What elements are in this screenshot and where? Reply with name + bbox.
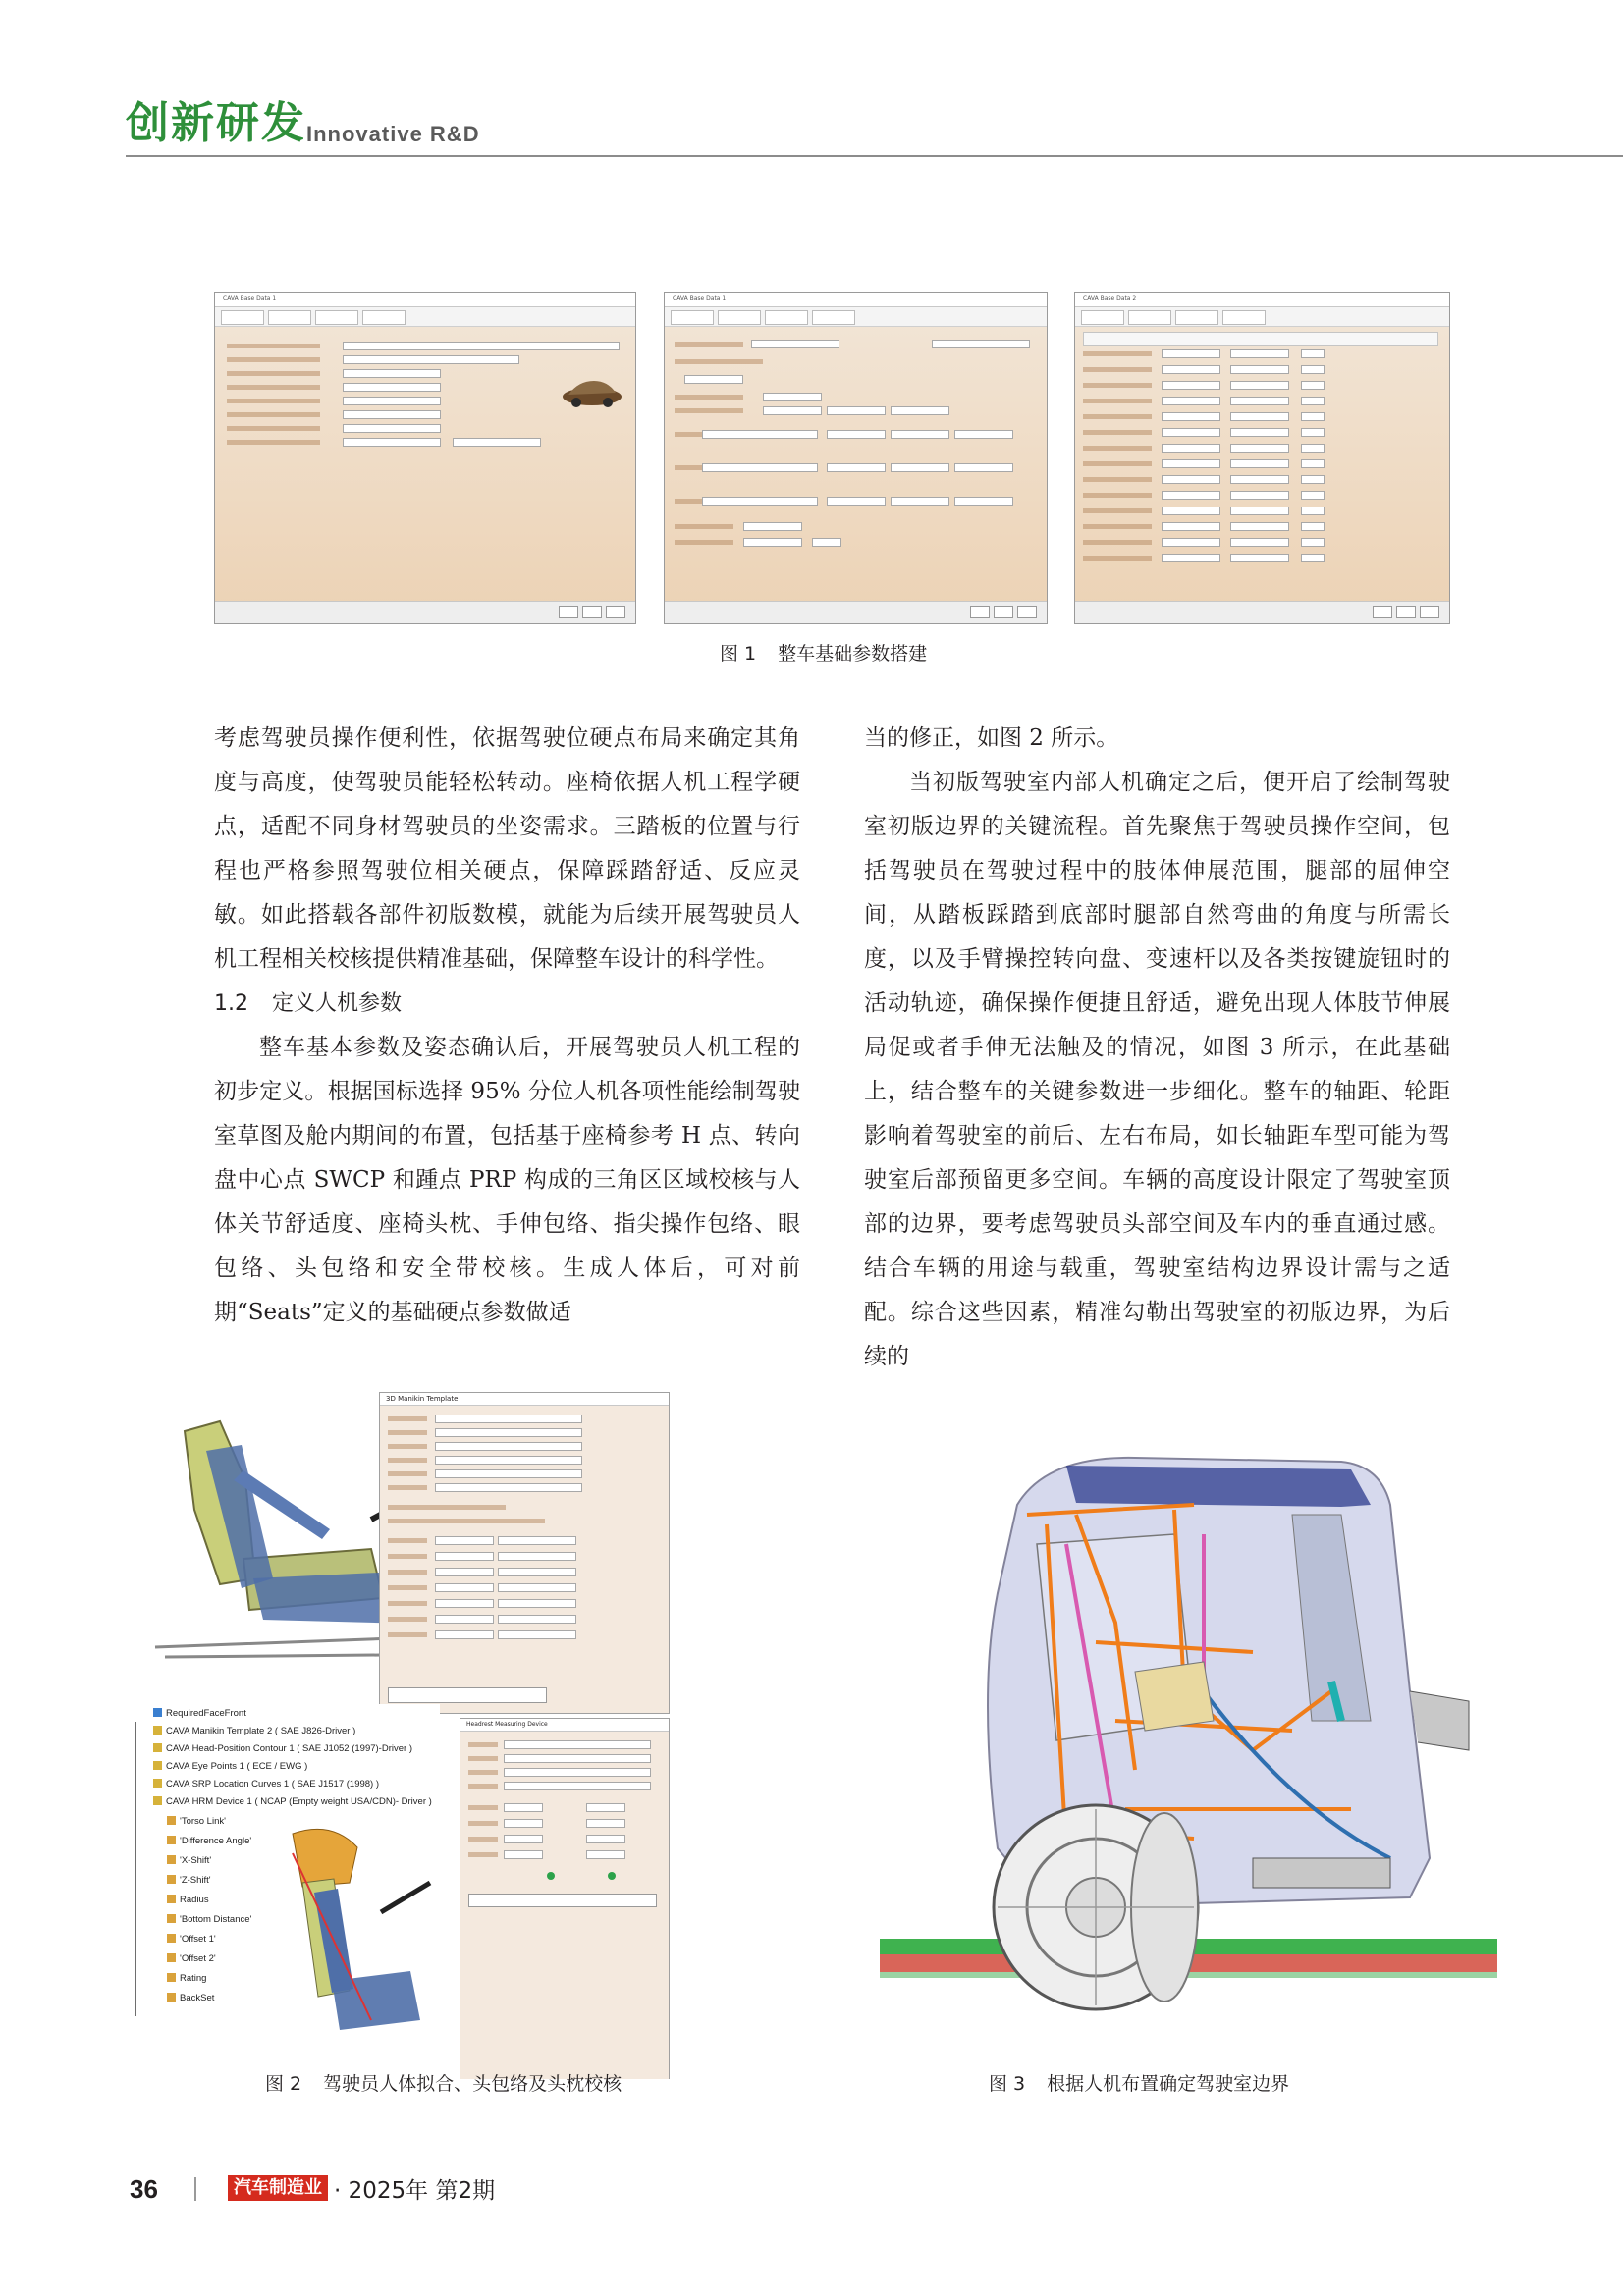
form-row (388, 1536, 659, 1545)
apply-button (994, 606, 1013, 618)
form-row (388, 1428, 659, 1437)
form-row (468, 1740, 661, 1749)
tab-seats (1175, 310, 1218, 325)
tree-item-label: BackSet (180, 1993, 215, 2003)
table-header (1083, 332, 1438, 346)
table-row (1083, 459, 1436, 468)
form-row (468, 1782, 661, 1790)
tab-general-data (1081, 310, 1124, 325)
tree-item (153, 1761, 307, 1772)
form-row (468, 1754, 661, 1763)
dialog-title: 3D Manikin Template (380, 1393, 669, 1406)
tab-bar (665, 307, 1047, 327)
section-title-cn: 创新研发 (126, 98, 306, 148)
tab-seats (315, 310, 358, 325)
form-row (227, 438, 620, 447)
figure1-caption (720, 639, 927, 666)
tree-item-label: 'Offset 2' (180, 1953, 216, 1964)
tree-item-label: 'Z-Shift' (180, 1875, 211, 1886)
right-column (864, 717, 1450, 1379)
form-row (675, 340, 1038, 348)
section-title: 定义人机参数 (272, 991, 403, 1016)
parameter-icon (167, 1993, 176, 2002)
status-ok-icon (547, 1872, 555, 1880)
figure1-screenshot-3 (1074, 292, 1450, 624)
tree-item (167, 1875, 211, 1886)
tree-item (153, 1726, 355, 1736)
figure2-image (126, 1392, 803, 2079)
form-row (388, 1568, 659, 1576)
section-title-en: Innovative R&D (306, 122, 480, 146)
tree-item-label: 'Bottom Distance' (180, 1914, 252, 1925)
parameter-icon (167, 1836, 176, 1844)
window-title: CAVA Base Data 1 (665, 293, 1047, 307)
status-ok-icon (608, 1872, 616, 1880)
form-row (468, 1819, 661, 1828)
form-row (675, 538, 1038, 547)
figure1-caption-number: 图 1 (720, 643, 757, 665)
form-row (388, 1503, 659, 1512)
header-divider (126, 155, 1623, 157)
figure1-screenshot-2 (664, 292, 1048, 624)
tree-item-label: Radius (180, 1895, 209, 1905)
form-row (675, 430, 1038, 439)
srp-curves-icon (153, 1779, 162, 1788)
table-row (1083, 428, 1436, 437)
tree-item (153, 1779, 379, 1789)
form-row (388, 1415, 659, 1423)
tab-loadings (1222, 310, 1266, 325)
parameter-icon (167, 1914, 176, 1923)
tab-loadings (812, 310, 855, 325)
cab-boundary-illustration (880, 1397, 1497, 2047)
form-row (675, 497, 1038, 506)
table-row (1083, 381, 1436, 390)
left-paragraph-2: 整车基本参数及姿态确认后，开展驾驶员人机工程的初步定义。根据国标选择 95% 分位人机各项性能绘制驾驶室草图及舱内期间的布置，包括基于座椅参考 H 点、转向盘中心点 SWCP 和踵点 PRP 构成的三角区区域校核与人体关节舒适度、座椅头枕、手伸包络、指尖操作包络、眼包络、头包络和安全带校核。生成人体后，可对前期“Seats”定义的基础硬点参数做适 (214, 1035, 800, 1325)
manikin-template-dialog (379, 1392, 670, 1714)
headrest-dialog (460, 1718, 670, 2079)
tab-general-data (221, 310, 264, 325)
form-row (388, 1615, 659, 1624)
parameter-icon (167, 1816, 176, 1825)
table-row (1083, 522, 1436, 531)
tree-item (167, 1993, 214, 2003)
dialog-title: Headrest Measuring Device (460, 1719, 669, 1732)
form-row (675, 522, 1038, 531)
form-row (227, 342, 620, 350)
parameter-icon (167, 1934, 176, 1943)
form-row (468, 1768, 661, 1777)
form-row (227, 355, 620, 364)
parameter-icon (167, 1875, 176, 1884)
tree-item-label: CAVA SRP Location Curves 1 ( SAE J1517 (1998) ) (166, 1779, 380, 1789)
head-restraint-illustration (263, 1824, 450, 2079)
hrm-device-icon (153, 1796, 162, 1805)
form-row (388, 1583, 659, 1592)
result-list (468, 1894, 657, 1907)
feature-icon (153, 1708, 162, 1717)
form-row (227, 424, 620, 433)
form-row (468, 1835, 661, 1843)
apply-button (582, 606, 602, 618)
tree-item (167, 1973, 206, 1984)
figure1-caption-text: 整车基础参数搭建 (778, 643, 928, 665)
tree-item-label: 'Torso Link' (180, 1816, 226, 1827)
form-row (388, 1442, 659, 1451)
form-row (227, 410, 620, 419)
form-row (388, 1517, 659, 1525)
tree-item (153, 1743, 412, 1754)
form-row (675, 406, 1038, 415)
window-title: CAVA Base Data 1 (215, 293, 635, 307)
figure2-caption-text: 驾驶员人体拟合、头包络及头枕校核 (323, 2073, 622, 2095)
form-row (675, 357, 1038, 366)
tab-wheels (268, 310, 311, 325)
window-footer (1075, 601, 1449, 623)
manikin-icon (153, 1726, 162, 1735)
form-row (675, 375, 1038, 384)
tab-seats (765, 310, 808, 325)
right-paragraph-1: 当的修正，如图 2 所示。 (864, 725, 1119, 751)
tree-item-label: 'Difference Angle' (180, 1836, 252, 1846)
tree-item (167, 1836, 251, 1846)
tree-item-label: RequiredFaceFront (166, 1708, 246, 1719)
cancel-button (1017, 606, 1037, 618)
tab-wheels (718, 310, 761, 325)
tree-item-label: CAVA HRM Device 1 ( NCAP (Empty weight USA/CDN)- Driver ) (166, 1796, 432, 1807)
ok-button (1373, 606, 1392, 618)
form-row (388, 1552, 659, 1561)
form-row (468, 1850, 661, 1859)
table-row (1083, 397, 1436, 405)
table-row (1083, 538, 1436, 547)
tree-item-label: 'Offset 1' (180, 1934, 216, 1945)
figure3-caption-text: 根据人机布置确定驾驶室边界 (1047, 2073, 1290, 2095)
eye-points-icon (153, 1761, 162, 1770)
left-column (214, 717, 800, 1335)
table-row (1083, 491, 1436, 500)
car-thumbnail (561, 373, 623, 410)
section-heading (214, 982, 800, 1026)
tree-item (167, 1934, 216, 1945)
tree-item-label: Rating (180, 1973, 207, 1984)
form-row (388, 1456, 659, 1465)
form-row (468, 1803, 661, 1812)
figure2-caption-number: 图 2 (265, 2073, 302, 2095)
tree-item-label: 'X-Shift' (180, 1855, 212, 1866)
cancel-button (606, 606, 625, 618)
left-paragraph-1: 考虑驾驶员操作便利性，依据驾驶位硬点布局来确定其角度与高度，使驾驶员能轻松转动。座椅依据人机工程学硬点，适配不同身材驾驶员的坐姿需求。三踏板的位置与行程也严格参照驾驶位相关硬点，保障踩踏舒适、反应灵敏。如此搭载各部件初版数模，就能为后续开展驾驶员人机工程相关校核提供精准基础，保障整车设计的科学性。 (214, 725, 800, 972)
tab-general-data (671, 310, 714, 325)
tab-loadings (362, 310, 406, 325)
form-row (388, 1469, 659, 1478)
footer-divider (194, 2177, 196, 2201)
table-row (1083, 554, 1436, 562)
table-row (1083, 475, 1436, 484)
table-row (1083, 412, 1436, 421)
parameter-icon (167, 1973, 176, 1982)
table-row (1083, 349, 1436, 358)
dialog-button (388, 1687, 547, 1703)
page-number: 36 (130, 2174, 158, 2204)
tab-wheels (1128, 310, 1171, 325)
magazine-logo: 汽车制造业 (228, 2175, 328, 2201)
parameter-icon (167, 1953, 176, 1962)
tree-item-label: CAVA Eye Points 1 ( ECE / EWG ) (166, 1761, 308, 1772)
table-row (1083, 444, 1436, 453)
parameter-icon (167, 1855, 176, 1864)
tree-item (167, 1953, 216, 1964)
figure1-screenshot-1 (214, 292, 636, 624)
figure3-caption (989, 2069, 1289, 2096)
window-title: CAVA Base Data 2 (1075, 293, 1449, 307)
tree-item (167, 1816, 226, 1827)
window-footer (665, 601, 1047, 623)
form-row (675, 393, 1038, 401)
ok-button (970, 606, 990, 618)
tree-item (167, 1855, 211, 1866)
parameter-icon (167, 1895, 176, 1903)
table-row (1083, 507, 1436, 515)
tree-item-label: CAVA Manikin Template 2 ( SAE J826-Driver ) (166, 1726, 356, 1736)
ok-button (559, 606, 578, 618)
window-footer (215, 601, 635, 623)
issue-info: · 2025年 第2期 (334, 2178, 496, 2204)
form-row (675, 463, 1038, 472)
figure3-caption-number: 图 3 (989, 2073, 1026, 2095)
tree-item-label: CAVA Head-Position Contour 1 ( SAE J1052 (1997)-Driver ) (166, 1743, 412, 1754)
tree-item (153, 1708, 246, 1719)
tree-item (167, 1895, 209, 1905)
tree-item (153, 1796, 432, 1807)
right-paragraph-2: 当初版驾驶室内部人机确定之后，便开启了绘制驾驶室初版边界的关键流程。首先聚焦于驾驶员操作空间，包括驾驶员在驾驶过程中的肢体伸展范围，腿部的屈伸空间，从踏板踩踏到底部时腿部自然弯曲的角度与所需长度，以及手臂操控转向盘、变速杆以及各类按键旋钮时的活动轨迹，确保操作便捷且舒适，避免出现人体肢节伸展局促或者手伸无法触及的情况，如图 3 所示，在此基础上，结合整车的关键参数进一步细化。整车的轴距、轮距影响着驾驶室的前后、左右布局，如长轴距车型可能为驾驶室后部预留更多空间。车辆的高度设计限定了驾驶室顶部的边界，要考虑驾驶员头部空间及车内的垂直通过感。结合车辆的用途与载重，驾驶室结构边界设计需与之适配。综合这些因素，精准勾勒出驾驶室的初版边界，为后续的 (864, 770, 1450, 1369)
table-row (1083, 365, 1436, 374)
figure2-caption (265, 2069, 622, 2096)
section-number: 1.2 (214, 991, 248, 1016)
tree-item (167, 1914, 251, 1925)
head-contour-icon (153, 1743, 162, 1752)
form-row (388, 1599, 659, 1608)
tab-bar (1075, 307, 1449, 327)
form-row (388, 1630, 659, 1639)
form-row (388, 1483, 659, 1492)
tab-bar (215, 307, 635, 327)
cancel-button (1420, 606, 1439, 618)
apply-button (1396, 606, 1416, 618)
figure3-image (880, 1397, 1497, 2047)
